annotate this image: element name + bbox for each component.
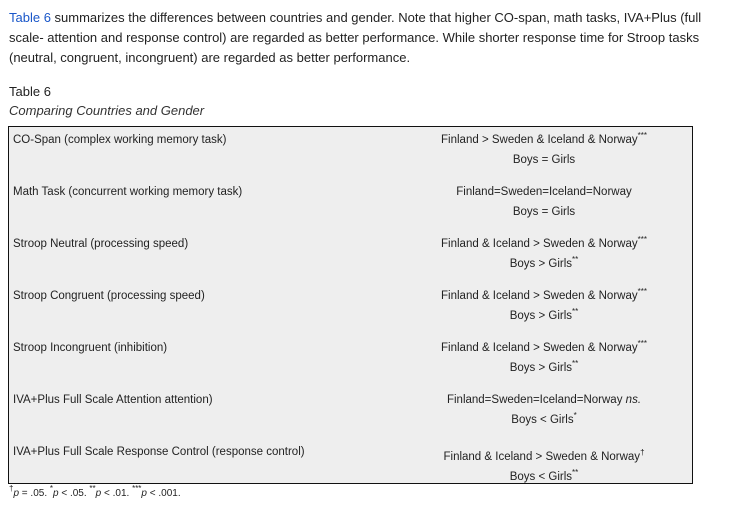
gender-result: Boys = Girls — [512, 206, 576, 218]
table-6-link[interactable]: Table 6 — [9, 10, 51, 25]
gender-result: Boys > Girls** — [509, 307, 579, 322]
table-footnote: †p = .05. *p < .05. **p < .01. ***p < .001. — [9, 484, 181, 499]
row-label: Stroop Congruent (processing speed) — [13, 290, 205, 302]
table-row — [9, 127, 692, 179]
row-label: CO-Span (complex working memory task) — [13, 134, 227, 146]
table-number: Table 6 — [9, 84, 51, 99]
country-result: Finland & Iceland > Sweden & Norway*** — [441, 339, 647, 354]
paragraph-text: summarizes the differences between countries and gender. Note that higher CO-span, math tasks, IVA+Plus (full scale- attention and response control) are regarded as better performance. While shorter response time for Stroop tasks (neutral, congruent, incongruent) are regarded as better performance. — [9, 10, 702, 65]
significance-mark: ** — [572, 255, 579, 264]
gender-result: Boys < Girls** — [509, 468, 579, 483]
row-label: Math Task (concurrent working memory task) — [13, 186, 243, 198]
significance-mark: *** — [637, 131, 647, 140]
significance-mark: *** — [637, 287, 647, 296]
country-result: Finland & Iceland > Sweden & Norway*** — [441, 287, 647, 302]
row-label: Stroop Incongruent (inhibition) — [13, 342, 168, 354]
table-row — [9, 231, 692, 283]
gender-result: Boys > Girls** — [509, 255, 579, 270]
significance-mark: ** — [572, 307, 579, 316]
body-paragraph — [9, 8, 733, 68]
significance-mark: ** — [572, 359, 579, 368]
table-row — [9, 439, 692, 491]
table-title: Comparing Countries and Gender — [9, 103, 205, 118]
row-label: Stroop Neutral (processing speed) — [13, 238, 189, 250]
country-result: Finland=Sweden=Iceland=Norway — [456, 186, 632, 198]
country-result: Finland & Iceland > Sweden & Norway*** — [441, 235, 647, 250]
gender-result: Boys = Girls — [512, 154, 576, 166]
table-row — [9, 387, 692, 439]
table-row — [9, 179, 692, 231]
significance-mark: * — [573, 411, 577, 420]
gender-result: Boys < Girls* — [511, 411, 577, 426]
significance-mark: *** — [637, 339, 647, 348]
ns-label: ns. — [625, 394, 642, 406]
comparison-table — [8, 126, 693, 484]
gender-result: Boys > Girls** — [509, 359, 579, 374]
row-label: IVA+Plus Full Scale Response Control (response control) — [13, 446, 305, 458]
significance-mark: *** — [637, 235, 647, 244]
table-row — [9, 335, 692, 387]
country-result: Finland > Sweden & Iceland & Norway*** — [441, 131, 647, 146]
table-row — [9, 283, 692, 335]
country-result: Finland & Iceland > Sweden & Norway† — [443, 448, 645, 463]
significance-mark: ** — [572, 468, 579, 477]
country-result: Finland=Sweden=Iceland=Norway ns. — [446, 394, 642, 406]
significance-mark: † — [640, 448, 645, 457]
row-label: IVA+Plus Full Scale Attention attention) — [13, 394, 213, 406]
